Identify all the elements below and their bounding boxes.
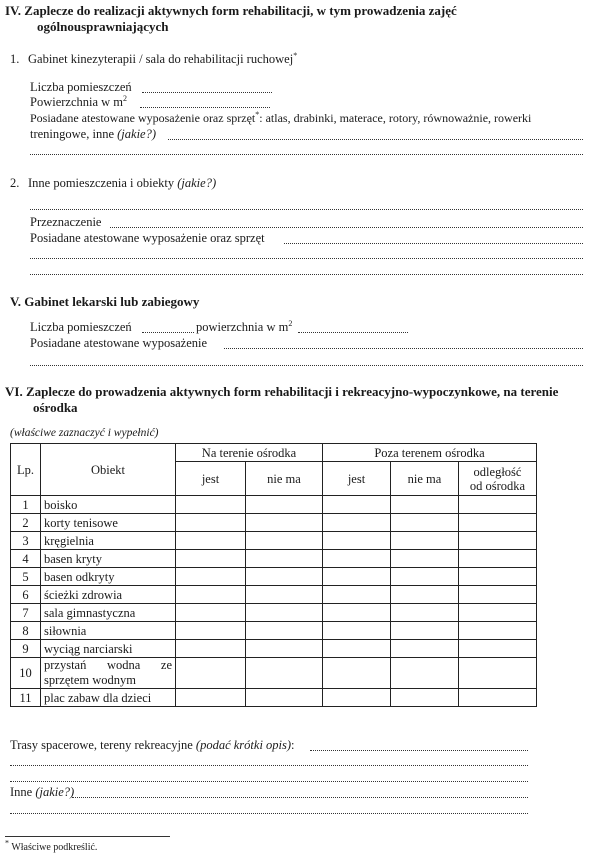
cell-distance[interactable] — [459, 550, 537, 568]
purpose-field[interactable] — [110, 227, 583, 228]
row-lp: 9 — [11, 640, 41, 658]
rooms-label: Liczba pomieszczeń — [30, 80, 132, 94]
cell-on-site-jest[interactable] — [176, 532, 246, 550]
cell-off-site-nie-ma[interactable] — [391, 586, 459, 604]
v-equip-field-2[interactable] — [30, 365, 583, 366]
row-lp: 5 — [11, 568, 41, 586]
cell-distance[interactable] — [459, 604, 537, 622]
cell-distance[interactable] — [459, 532, 537, 550]
table-row — [11, 658, 537, 689]
header-jest-off: jest — [323, 462, 391, 496]
section-vi-title-line1: VI. Zaplecze do prowadzenia aktywnych form rehabilitacji i rekreacyjno-wypoczynkowe, na terenie — [5, 384, 559, 399]
other-field-2[interactable] — [10, 813, 528, 814]
row-object-name: sala gimnastyczna — [41, 604, 176, 622]
table-row — [11, 586, 537, 604]
cell-on-site-nie-ma[interactable] — [246, 689, 323, 707]
equip2-label: Posiadane atestowane wyposażenie oraz sprzęt — [30, 231, 265, 245]
cell-off-site-nie-ma[interactable] — [391, 568, 459, 586]
cell-on-site-nie-ma[interactable] — [246, 586, 323, 604]
cell-distance[interactable] — [459, 496, 537, 514]
cell-on-site-nie-ma[interactable] — [246, 622, 323, 640]
purpose-label: Przeznaczenie — [30, 215, 102, 229]
row-object-name: basen odkryty — [41, 568, 176, 586]
row-lp: 7 — [11, 604, 41, 622]
row-lp: 1 — [11, 496, 41, 514]
row-object-name: basen kryty — [41, 550, 176, 568]
cell-on-site-jest[interactable] — [176, 689, 246, 707]
section-v-title: V. Gabinet lekarski lub zabiegowy — [10, 294, 200, 309]
cell-off-site-jest[interactable] — [323, 658, 391, 689]
trails-field-3[interactable] — [10, 781, 528, 782]
header-on-site: Na terenie ośrodka — [176, 444, 323, 462]
v-rooms-label: Liczba pomieszczeń — [30, 320, 132, 334]
other-label: Inne (jakie?) — [10, 785, 75, 799]
table-row — [11, 622, 537, 640]
table-row — [11, 640, 537, 658]
equip2-field-3[interactable] — [30, 274, 583, 275]
cell-distance[interactable] — [459, 586, 537, 604]
row-object-name: siłownia — [41, 622, 176, 640]
facilities-table — [10, 443, 537, 707]
cell-distance[interactable] — [459, 658, 537, 689]
cell-on-site-jest[interactable] — [176, 622, 246, 640]
row-object-name: wyciąg narciarski — [41, 640, 176, 658]
v-rooms-field[interactable] — [142, 332, 194, 333]
row-lp: 3 — [11, 532, 41, 550]
table-row — [11, 604, 537, 622]
other-field-1[interactable] — [72, 797, 528, 798]
cell-off-site-nie-ma[interactable] — [391, 496, 459, 514]
cell-distance[interactable] — [459, 640, 537, 658]
row-object-name: korty tenisowe — [41, 514, 176, 532]
cell-on-site-nie-ma[interactable] — [246, 640, 323, 658]
cell-distance[interactable] — [459, 622, 537, 640]
cell-off-site-jest[interactable] — [323, 496, 391, 514]
section-vi-title-line2: ośrodka — [33, 400, 78, 415]
table-row — [11, 689, 537, 707]
footnote-rule — [5, 836, 170, 837]
header-jest: jest — [176, 462, 246, 496]
cell-on-site-nie-ma[interactable] — [246, 604, 323, 622]
rooms-field[interactable] — [142, 92, 272, 93]
item1-title: Gabinet kinezyterapii / sala do rehabilitacji ruchowej* — [28, 50, 298, 66]
footnote: * Właściwe podkreślić. — [5, 838, 98, 853]
cell-on-site-nie-ma[interactable] — [246, 550, 323, 568]
table-row — [11, 514, 537, 532]
cell-distance[interactable] — [459, 689, 537, 707]
cell-off-site-jest[interactable] — [323, 689, 391, 707]
cell-on-site-jest[interactable] — [176, 496, 246, 514]
v-area-field[interactable] — [298, 332, 408, 333]
header-lp: Lp. — [11, 444, 41, 496]
header-distance: odległość od ośrodka — [459, 462, 537, 496]
cell-off-site-jest[interactable] — [323, 514, 391, 532]
cell-off-site-nie-ma[interactable] — [391, 532, 459, 550]
cell-on-site-jest[interactable] — [176, 640, 246, 658]
cell-off-site-jest[interactable] — [323, 568, 391, 586]
cell-on-site-jest[interactable] — [176, 550, 246, 568]
cell-on-site-nie-ma[interactable] — [246, 532, 323, 550]
row-lp: 6 — [11, 586, 41, 604]
header-obiekt: Obiekt — [41, 444, 176, 496]
cell-off-site-nie-ma[interactable] — [391, 658, 459, 689]
section-vi-instruction: (właściwe zaznaczyć i wypełnić) — [10, 427, 159, 439]
table-row — [11, 532, 537, 550]
cell-off-site-jest[interactable] — [323, 550, 391, 568]
cell-on-site-jest[interactable] — [176, 586, 246, 604]
row-object-name: plac zabaw dla dzieci — [41, 689, 176, 707]
cell-on-site-jest[interactable] — [176, 568, 246, 586]
row-object-name: boisko — [41, 496, 176, 514]
row-object-name: kręgielnia — [41, 532, 176, 550]
cell-off-site-nie-ma[interactable] — [391, 550, 459, 568]
cell-off-site-nie-ma[interactable] — [391, 622, 459, 640]
equip-continuation: treningowe, inne (jakie?) — [30, 127, 157, 141]
cell-on-site-nie-ma[interactable] — [246, 658, 323, 689]
section-iv-title-line1: IV. Zaplecze do realizacji aktywnych form rehabilitacji, w tym prowadzenia zajęć — [5, 3, 457, 18]
row-lp: 11 — [11, 689, 41, 707]
trails-field-1[interactable] — [310, 750, 528, 751]
table-row — [11, 550, 537, 568]
equip-label: Posiadane atestowane wyposażenie oraz sprzęt*: atlas, drabinki, materace, rotory, równoważnie, rowerki — [30, 110, 532, 125]
cell-off-site-jest[interactable] — [323, 622, 391, 640]
cell-off-site-nie-ma[interactable] — [391, 514, 459, 532]
equip2-field-2[interactable] — [30, 258, 583, 259]
v-area-label: powierzchnia w $m^2$ — [196, 318, 293, 334]
equip-field-1[interactable] — [168, 139, 583, 140]
header-nie-ma-off: nie ma — [391, 462, 459, 496]
row-lp: 10 — [11, 658, 41, 689]
cell-on-site-jest[interactable] — [176, 514, 246, 532]
header-off-site: Poza terenem ośrodka — [323, 444, 537, 462]
cell-distance[interactable] — [459, 568, 537, 586]
row-lp: 8 — [11, 622, 41, 640]
item2-title: Inne pomieszczenia i obiekty (jakie?) — [28, 176, 217, 190]
cell-on-site-nie-ma[interactable] — [246, 496, 323, 514]
equip-field-2[interactable] — [30, 154, 583, 155]
equip2-field-1[interactable] — [284, 243, 583, 244]
table-row — [11, 496, 537, 514]
cell-on-site-jest[interactable] — [176, 658, 246, 689]
row-object-name: ścieżki zdrowia — [41, 586, 176, 604]
header-nie-ma: nie ma — [246, 462, 323, 496]
cell-off-site-jest[interactable] — [323, 586, 391, 604]
item1-number: 1. — [10, 52, 20, 66]
v-equip-field-1[interactable] — [224, 348, 583, 349]
trails-field-2[interactable] — [10, 765, 528, 766]
cell-off-site-nie-ma[interactable] — [391, 689, 459, 707]
cell-off-site-jest[interactable] — [323, 532, 391, 550]
section-iv-title-line2: ogólnousprawniających — [37, 19, 169, 34]
row-object-name: przystań wodna ze sprzętem wodnym — [41, 658, 176, 689]
cell-on-site-jest[interactable] — [176, 604, 246, 622]
cell-on-site-nie-ma[interactable] — [246, 568, 323, 586]
cell-off-site-nie-ma[interactable] — [391, 640, 459, 658]
v-equip-label: Posiadane atestowane wyposażenie — [30, 336, 208, 350]
trails-label: Trasy spacerowe, tereny rekreacyjne (podać krótki opis): — [10, 738, 295, 752]
cell-off-site-jest[interactable] — [323, 640, 391, 658]
table-row — [11, 568, 537, 586]
cell-on-site-nie-ma[interactable] — [246, 514, 323, 532]
other-rooms-field[interactable] — [30, 209, 583, 210]
cell-distance[interactable] — [459, 514, 537, 532]
cell-off-site-nie-ma[interactable] — [391, 604, 459, 622]
cell-off-site-jest[interactable] — [323, 604, 391, 622]
row-lp: 2 — [11, 514, 41, 532]
item2-number: 2. — [10, 176, 20, 190]
row-lp: 4 — [11, 550, 41, 568]
area-field[interactable] — [140, 107, 270, 108]
area-label: Powierzchnia w $m^2$ — [30, 93, 128, 109]
